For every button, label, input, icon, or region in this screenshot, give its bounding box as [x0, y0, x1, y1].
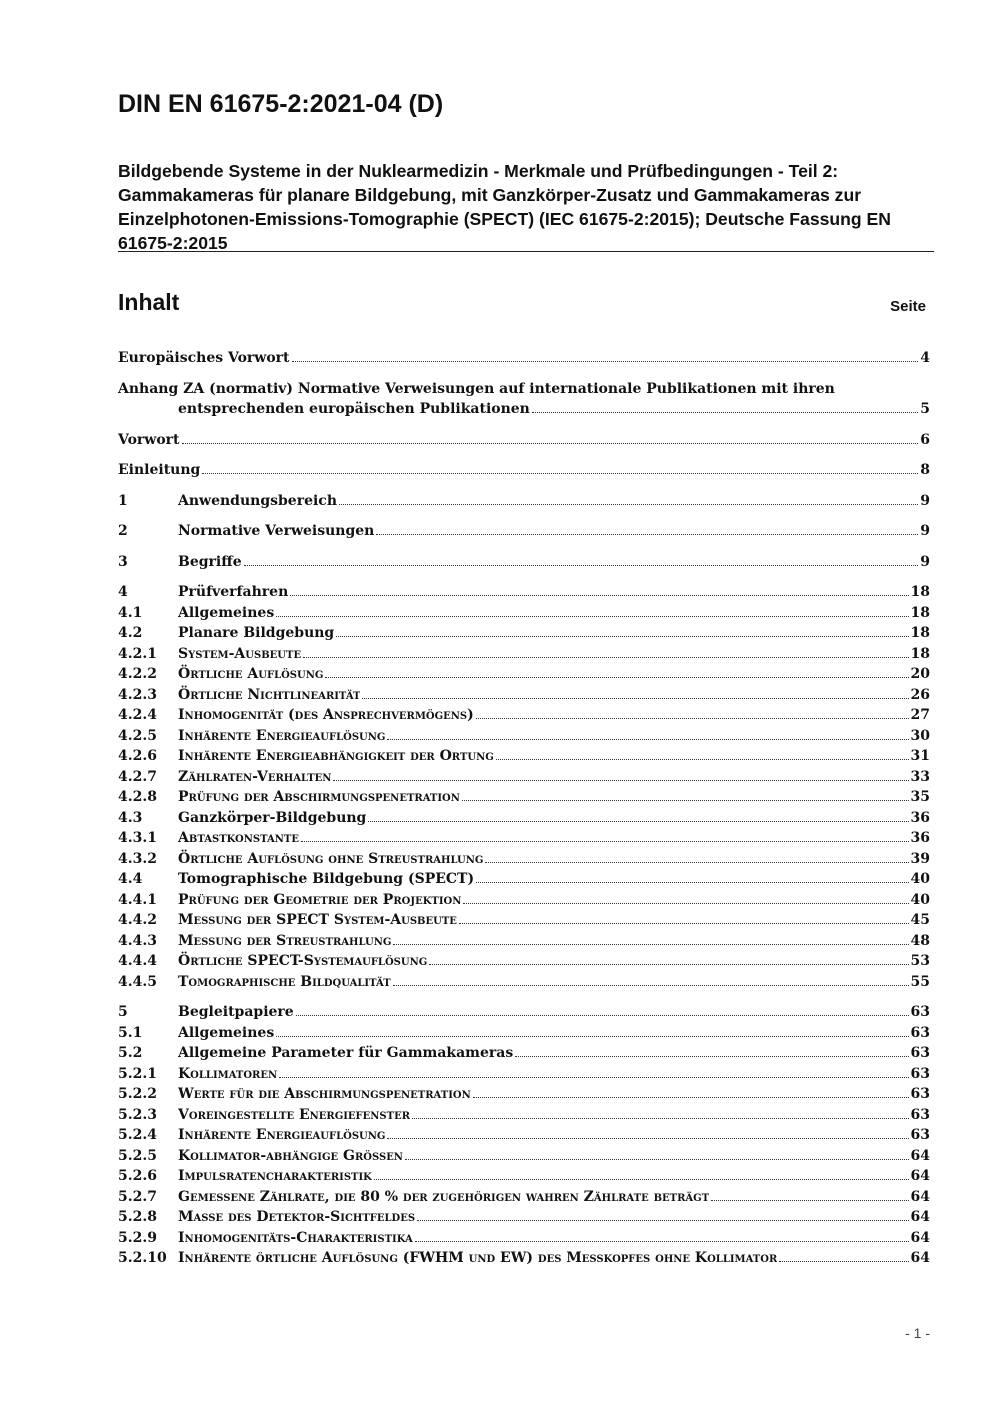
- toc-entry[interactable]: [118, 623, 930, 644]
- toc-entry-page: 35: [910, 789, 930, 805]
- toc-entry-page: 20: [910, 666, 930, 682]
- toc-entry-title: Allgemeine Parameter für Gammakameras: [178, 1045, 514, 1061]
- toc-entry-title: Inhomogenität (des Ansprechvermögens): [178, 707, 474, 723]
- toc-entry-page: 63: [910, 1024, 930, 1041]
- toc-entry-page: 63: [910, 1045, 930, 1061]
- toc-entry-title: Inhärente örtliche Auflösung (FWHM und EW) des Messkopfes ohne Kollimator: [178, 1250, 778, 1266]
- toc-entry-title: Kollimator-abhängige Größen: [178, 1147, 403, 1164]
- toc-entry-page: 18: [910, 584, 930, 600]
- toc-entry[interactable]: [118, 491, 930, 512]
- toc-leader-dots: [429, 953, 908, 965]
- toc-entry-page: 31: [910, 748, 930, 764]
- toc-entry-title: Werte für die Abschirmungspenetration: [178, 1086, 471, 1102]
- toc-leader-dots: [290, 584, 908, 596]
- toc-entry-title: Örtliche Auflösung: [178, 666, 324, 682]
- toc-entry-title: Vorwort: [118, 431, 180, 448]
- toc-entry-number: 5.2.8: [118, 1209, 157, 1225]
- toc-entry[interactable]: [118, 1187, 930, 1208]
- toc-entry-title: Tomographische Bildgebung (SPECT): [178, 871, 475, 887]
- toc-entry-title: Prüfverfahren: [178, 584, 289, 600]
- toc-entry[interactable]: [118, 705, 930, 726]
- toc-leader-dots: [459, 912, 909, 924]
- toc-entry-title: Abtastkonstante: [178, 830, 299, 846]
- toc-entry-page: 63: [910, 1004, 930, 1020]
- toc-leader-dots: [387, 728, 908, 740]
- toc-entry-title: Begriffe: [178, 553, 242, 570]
- toc-entry-title: Messung der SPECT System-Ausbeute: [178, 912, 457, 928]
- toc-entry-page: 64: [910, 1250, 930, 1266]
- toc-entry[interactable]: [118, 931, 930, 952]
- toc-entry-page: 6: [920, 431, 930, 448]
- toc-leader-dots: [485, 851, 908, 863]
- toc-leader-dots: [476, 707, 909, 719]
- toc-entry[interactable]: [118, 430, 930, 451]
- toc-entry-page: 4: [920, 350, 930, 366]
- toc-entry-number: 4.2.4: [118, 707, 157, 723]
- toc-leader-dots: [473, 1086, 909, 1098]
- toc-entry-title: Ganzkörper-Bildgebung: [178, 809, 367, 826]
- toc-entry-page: 45: [910, 912, 930, 928]
- toc-leader-dots: [202, 462, 918, 474]
- toc-entry-number: 4.2.8: [118, 789, 157, 805]
- toc-entry-title: Allgemeines: [178, 604, 275, 621]
- toc-entry-page: 64: [910, 1168, 930, 1184]
- toc-entry-page: 63: [910, 1065, 930, 1082]
- toc-entry-number: 5.2.5: [118, 1147, 157, 1164]
- toc-entry-title: Begleitpapiere: [178, 1004, 294, 1020]
- toc-entry-number: 5.2.10: [118, 1250, 167, 1266]
- toc-entry[interactable]: [118, 1207, 930, 1228]
- toc-entry-title: Planare Bildgebung: [178, 625, 335, 641]
- toc-entry-title: Örtliche SPECT-Systemauflösung: [178, 953, 428, 969]
- toc-leader-dots: [296, 1004, 909, 1016]
- toc-entry-number: 5: [118, 1004, 128, 1020]
- toc-entry-title: Gemessene Zählrate, die 80 % der zugehörigen wahren Zählrate beträgt: [178, 1188, 710, 1205]
- toc-page-column-label: Seite: [890, 298, 926, 315]
- toc-entry[interactable]: [118, 552, 930, 573]
- toc-leader-dots: [339, 493, 918, 505]
- toc-leader-dots: [362, 687, 908, 699]
- toc-leader-dots: [387, 1127, 908, 1139]
- toc-entry[interactable]: [118, 664, 930, 685]
- toc-leader-dots: [276, 605, 908, 617]
- toc-entry[interactable]: [118, 379, 930, 420]
- toc-entry-title: Inhomogenitäts-Charakteristika: [178, 1229, 413, 1246]
- toc-entry-title: Prüfung der Geometrie der Projektion: [178, 891, 462, 908]
- toc-entry-number: 4.2: [118, 625, 143, 641]
- toc-entry-number: 2: [118, 523, 128, 539]
- toc-entry-page: 63: [910, 1127, 930, 1143]
- toc-entry-number: 4.4.5: [118, 973, 157, 990]
- toc-entry[interactable]: [118, 787, 930, 808]
- toc-entry-number: 4: [118, 584, 128, 600]
- toc-entry-page: 64: [910, 1229, 930, 1246]
- toc-leader-dots: [333, 769, 908, 781]
- toc-entry-number: 4.2.6: [118, 748, 157, 764]
- toc-entry-number: 4.3: [118, 809, 143, 826]
- toc-entry-page: 64: [910, 1147, 930, 1164]
- toc-entry-page: 36: [910, 809, 930, 826]
- toc-entry[interactable]: [118, 685, 930, 706]
- toc-entry-title: Inhärente Energieauflösung: [178, 1127, 386, 1143]
- toc-entry[interactable]: [118, 910, 930, 931]
- toc-entry-title: Anhang ZA (normativ) Normative Verweisungen auf internationale Publikationen mit ihren: [118, 380, 835, 397]
- toc-entry[interactable]: [118, 1084, 930, 1105]
- toc-entry-title: Maße des Detektor-Sichtfeldes: [178, 1209, 416, 1225]
- toc-entry-page: 9: [920, 553, 930, 570]
- page-number: - 1 -: [905, 1325, 930, 1341]
- toc-entry-page: 40: [910, 891, 930, 908]
- toc-entry-number: 4.2.3: [118, 686, 157, 703]
- toc-entry[interactable]: [118, 849, 930, 870]
- document-subtitle: Bildgebende Systeme in der Nuklearmedizin - Merkmale und Prüfbedingungen - Teil 2: Gammakameras für planare Bildgebung, mit Ganzkörper-Zusatz und Gammakameras zur Einzelphotonen-Emissions-Tomographie (SPECT) (IEC 61675-2:2015); Deutsche Fassung EN 61675-2:2015: [118, 161, 891, 253]
- toc-leader-dots: [393, 933, 908, 945]
- toc-entry-page: 9: [920, 492, 930, 509]
- toc-entry-page: 18: [910, 625, 930, 641]
- toc-leader-dots: [376, 523, 918, 535]
- toc-entry-number: 4.2.2: [118, 666, 157, 682]
- toc-entry[interactable]: [118, 460, 930, 481]
- toc-entry-title: Voreingestellte Energiefenster: [178, 1106, 410, 1123]
- toc-entry-page: 36: [910, 830, 930, 846]
- toc-entry-title: Europäisches Vorwort: [118, 350, 290, 366]
- toc-entry[interactable]: [118, 1023, 930, 1044]
- toc-entry-page: 8: [920, 462, 930, 478]
- toc-leader-dots: [325, 666, 908, 678]
- toc-leader-dots: [182, 432, 919, 444]
- toc-leader-dots: [368, 810, 908, 822]
- toc-leader-dots: [374, 1168, 909, 1180]
- toc-leader-dots: [292, 350, 919, 362]
- table-of-contents: [118, 348, 930, 1269]
- document-title: DIN EN 61675-2:2021-04 (D): [118, 90, 444, 118]
- toc-entry-number: 4.4.2: [118, 912, 157, 928]
- toc-entry-title: Anwendungsbereich: [178, 492, 337, 509]
- toc-entry-number: 5.2.3: [118, 1106, 157, 1123]
- toc-entry-title: Zählraten-Verhalten: [178, 768, 332, 785]
- toc-leader-dots: [779, 1250, 908, 1262]
- toc-leader-dots: [711, 1189, 908, 1201]
- toc-entry-page: 63: [910, 1106, 930, 1123]
- toc-entry-number: 5.2.4: [118, 1127, 157, 1143]
- toc-entry-page: 48: [910, 932, 930, 949]
- toc-entry-page: 55: [910, 973, 930, 990]
- toc-entry[interactable]: [118, 1002, 930, 1023]
- toc-entry[interactable]: [118, 828, 930, 849]
- toc-entry[interactable]: [118, 1043, 930, 1064]
- toc-leader-dots: [412, 1107, 909, 1119]
- toc-entry-page: 5: [920, 401, 930, 417]
- toc-entry-title: Messung der Streustrahlung: [178, 932, 392, 949]
- toc-entry-number: 5.2.6: [118, 1168, 157, 1184]
- toc-entry[interactable]: [118, 1228, 930, 1249]
- toc-entry-title: System-Ausbeute: [178, 645, 302, 662]
- toc-entry-title: Tomographische Bildqualität: [178, 973, 391, 990]
- toc-entry-title: Allgemeines: [178, 1024, 275, 1041]
- toc-entry-number: 4.4.1: [118, 891, 157, 908]
- toc-entry-number: 4.1: [118, 604, 143, 621]
- toc-entry[interactable]: [118, 1064, 930, 1085]
- toc-entry-page: 63: [910, 1086, 930, 1102]
- toc-entry[interactable]: [118, 644, 930, 665]
- toc-entry-number: 5.2.1: [118, 1065, 157, 1082]
- toc-entry[interactable]: [118, 767, 930, 788]
- toc-entry-number: 4.2.1: [118, 645, 157, 662]
- toc-entry-page: 30: [910, 727, 930, 744]
- toc-entry-page: 27: [910, 707, 930, 723]
- title-divider: [118, 251, 934, 252]
- toc-entry-number: 4.2.7: [118, 768, 157, 785]
- toc-entry-page: 64: [910, 1188, 930, 1205]
- toc-entry-title: Örtliche Auflösung ohne Streustrahlung: [178, 850, 484, 867]
- toc-entry[interactable]: [118, 1248, 930, 1269]
- toc-entry[interactable]: [118, 1125, 930, 1146]
- toc-leader-dots: [393, 974, 909, 986]
- toc-leader-dots: [532, 401, 918, 413]
- toc-leader-dots: [405, 1148, 909, 1160]
- toc-entry-title: Impulsratencharakteristik: [178, 1168, 372, 1184]
- toc-entry[interactable]: [118, 726, 930, 747]
- toc-entry[interactable]: [118, 869, 930, 890]
- toc-entry-page: 9: [920, 523, 930, 539]
- toc-leader-dots: [417, 1209, 908, 1221]
- toc-entry-number: 4.3.2: [118, 850, 157, 867]
- toc-leader-dots: [476, 871, 908, 883]
- toc-entry-title: Prüfung der Abschirmungspenetration: [178, 789, 460, 805]
- toc-entry-title: Normative Verweisungen: [178, 523, 375, 539]
- toc-entry[interactable]: [118, 890, 930, 911]
- toc-entry-number: 1: [118, 492, 128, 509]
- toc-entry[interactable]: [118, 951, 930, 972]
- toc-entry[interactable]: [118, 746, 930, 767]
- toc-entry-number: 5.2.9: [118, 1229, 157, 1246]
- toc-entry-page: 18: [910, 604, 930, 621]
- toc-entry-page: 40: [910, 871, 930, 887]
- toc-leader-dots: [303, 646, 908, 658]
- toc-entry[interactable]: [118, 521, 930, 542]
- toc-entry-number: 5.2: [118, 1045, 143, 1061]
- toc-entry[interactable]: [118, 1166, 930, 1187]
- toc-entry-page: 18: [910, 645, 930, 662]
- toc-entry-number: 5.2.7: [118, 1188, 157, 1205]
- toc-heading: Inhalt: [118, 289, 180, 315]
- toc-entry-number: 4.4.3: [118, 932, 157, 949]
- toc-entry-title: Inhärente Energieabhängigkeit der Ortung: [178, 748, 494, 764]
- toc-leader-dots: [301, 830, 909, 842]
- toc-entry[interactable]: [118, 603, 930, 624]
- toc-leader-dots: [279, 1066, 908, 1078]
- toc-leader-dots: [463, 892, 908, 904]
- toc-leader-dots: [244, 554, 919, 566]
- toc-leader-dots: [336, 625, 908, 637]
- toc-entry-number: 4.4: [118, 871, 143, 887]
- toc-entry-number: 5.2.2: [118, 1086, 157, 1102]
- toc-entry-number: 5.1: [118, 1024, 143, 1041]
- toc-leader-dots: [462, 789, 909, 801]
- toc-entry[interactable]: [118, 348, 930, 369]
- toc-entry[interactable]: [118, 972, 930, 993]
- toc-entry-number: 4.3.1: [118, 830, 157, 846]
- toc-entry-title: Inhärente Energieauflösung: [178, 727, 386, 744]
- toc-entry-page: 33: [910, 768, 930, 785]
- toc-leader-dots: [276, 1025, 908, 1037]
- toc-entry-title-continued: entsprechenden europäischen Publikationen: [178, 401, 530, 417]
- toc-entry[interactable]: [118, 582, 930, 603]
- toc-entry[interactable]: [118, 808, 930, 829]
- toc-entry-page: 39: [910, 850, 930, 867]
- toc-entry-number: 3: [118, 553, 128, 570]
- toc-entry-title: Kollimatoren: [178, 1065, 278, 1082]
- toc-entry-number: 4.4.4: [118, 953, 157, 969]
- toc-entry-page: 64: [910, 1209, 930, 1225]
- toc-entry[interactable]: [118, 1146, 930, 1167]
- toc-leader-dots: [415, 1230, 909, 1242]
- toc-entry[interactable]: [118, 1105, 930, 1126]
- toc-entry-number: 4.2.5: [118, 727, 157, 744]
- toc-entry-page: 53: [910, 953, 930, 969]
- toc-leader-dots: [515, 1045, 908, 1057]
- toc-leader-dots: [496, 748, 909, 760]
- toc-entry-title: Örtliche Nichtlinearität: [178, 686, 361, 703]
- toc-entry-title: Einleitung: [118, 462, 201, 478]
- toc-entry-page: 26: [910, 686, 930, 703]
